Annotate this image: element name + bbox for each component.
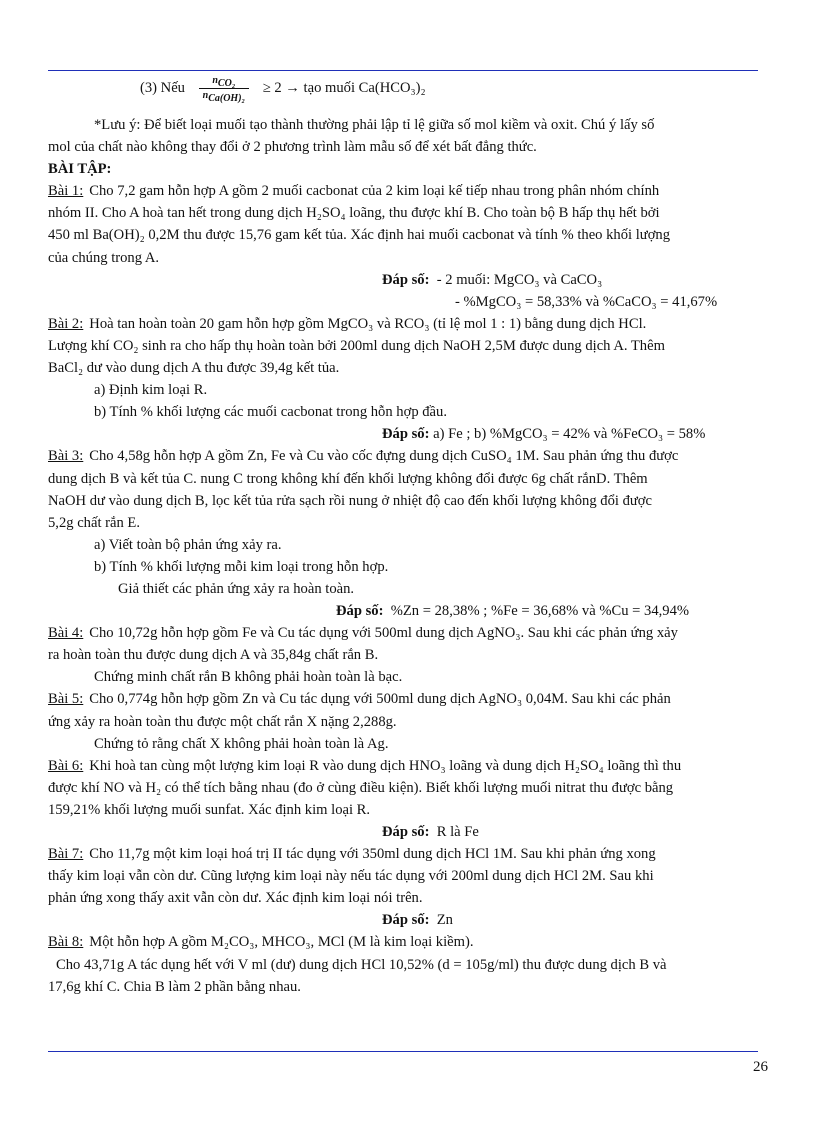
bai3-line-1: Bài 3: Cho 4,58g hỗn hợp A gồm Zn, Fe và Cu vào cốc đựng dung dịch CuSO₄ 1M. Sau phản ứng thu được [48,448,679,465]
bai7-line-3: phản ứng xong thấy axit vẫn còn dư. Xác định kim loại nói trên. [48,890,423,907]
bai8-label: Bài 8: [48,934,84,951]
section-title: BÀI TẬP: [48,161,112,178]
bai2-line-3: BaCl₂ dư vào dung dịch A thu được 39,4g kết tủa. [48,360,340,377]
bai3-answer: Đáp số: %Zn = 28,38% ; %Fe = 36,68% và %Cu = 34,94% [336,603,690,620]
bai2-line-1: Bài 2: Hoà tan hoàn toàn 20 gam hỗn hợp gồm MgCO₃ và RCO₃ (tỉ lệ mol 1 : 1) bằng dung dịch HCl. [48,315,647,332]
bai7-label: Bài 7: [48,846,84,863]
bai4-line-2: ra hoàn toàn thu được dung dịch A và 35,84g chất rắn B. [48,647,379,664]
bai3-line-3: NaOH dư vào dung dịch B, lọc kết tủa rửa sạch rồi nung ở nhiệt độ cao đến khối lượng không đổi được [48,492,652,509]
bai3-line-2: dung dịch B và kết tủa C. nung C trong không khí đến khối lượng không đổi được 6g chất rắnD. Thêm [48,470,648,487]
bai1-line-4: của chúng trong A. [48,249,160,266]
bai1-answer-2: - %MgCO₃ = 58,33% và %CaCO₃ = 41,67% [455,293,718,310]
page-content [48,75,770,998]
bai3-item-a: a) Viết toàn bộ phản ứng xảy ra. [94,536,282,553]
bai8-line-1: Bài 8: Một hỗn hợp A gồm M₂CO₃, MHCO₃, MCl (M là kim loại kiềm). [48,934,474,951]
bai1-line-2: nhóm II. Cho A hoà tan hết trong dung dịch H₂SO₄ loãng, thu được khí B. Cho toàn bộ B hấp thụ hết bởi [48,205,660,222]
bai3-assumption: Giả thiết các phản ứng xảy ra hoàn toàn. [118,580,355,597]
bai6-label: Bài 6: [48,757,84,774]
footer-rule [48,1051,758,1052]
bai8-line-2: Cho 43,71g A tác dụng hết với V ml (dư) dung dịch HCl 10,52% (d = 105g/ml) thu được dung dịch B và [56,956,667,973]
rule-3: (3) Nếu $\frac{n_{CO_2}}{n_{Ca(OH)_2}}$ ≥ 2 → tạo muối Ca(HCO₃)₂ [140,75,426,105]
bai4-line-1: Bài 4: Cho 10,72g hỗn hợp gồm Fe và Cu tác dụng với 500ml dung dịch AgNO₃. Sau khi các phản ứng xảy [48,625,678,642]
bai6-line-3: 159,21% khối lượng muối sunfat. Xác định kim loại R. [48,801,371,818]
bai5-extra: Chứng tỏ rằng chất X không phải hoàn toàn là Ag. [94,735,389,752]
bai4-label: Bài 4: [48,625,84,642]
mole-ratio-fraction: $\frac{n_{CO_2}}{n_{Ca(OH)_2}}$ [199,74,249,103]
note-line-1: *Lưu ý: Để biết loại muối tạo thành thường phải lập tỉ lệ giữa số mol kiềm và oxit. Chú ý lấy số [94,117,655,133]
bai2-line-2: Lượng khí CO₂ sinh ra cho hấp thụ hoàn toàn bởi 200ml dung dịch NaOH 2,5M được dung dịch A. Thêm [48,337,665,354]
bai1-answer-1: Đáp số: - 2 muối: MgCO₃ và CaCO₃ [382,271,603,288]
bai2-answer: Đáp số: a) Fe ; b) %MgCO₃ = 42% và %FeCO₃ = 58% [382,426,706,443]
bai5-label: Bài 5: [48,691,84,708]
bai6-line-2: được khí NO và H₂ có thể tích bằng nhau (đo ở cùng điều kiện). Biết khối lượng muối nitrat thu được bằng [48,779,674,796]
bai1-line-1: Bài 1: Cho 7,2 gam hỗn hợp A gồm 2 muối cacbonat của 2 kim loại kế tiếp nhau trong phân nhóm chính [48,183,660,200]
bai6-answer: Đáp số: R là Fe [382,824,479,840]
page-number: 26 [753,1059,768,1075]
bai1-line-3: 450 ml Ba(OH)₂ 0,2M thu được 15,76 gam kết tủa. Xác định hai muối cacbonat và tính % theo khối lượng [48,227,671,244]
bai3-item-b: b) Tính % khối lượng mỗi kim loại trong hỗn hợp. [94,558,389,575]
bai5-line-2: ứng xảy ra hoàn toàn thu được một chất rắn X nặng 2,288g. [48,713,397,730]
bai4-extra: Chứng minh chất rắn B không phải hoàn toàn là bạc. [94,669,403,686]
bai2-label: Bài 2: [48,315,84,332]
bai7-line-1: Bài 7: Cho 11,7g một kim loại hoá trị II tác dụng với 350ml dung dịch HCl 1M. Sau khi phản ứng xong [48,846,656,863]
bai7-answer: Đáp số: Zn [382,912,453,929]
bai6-line-1: Bài 6: Khi hoà tan cùng một lượng kim loại R vào dung dịch HNO₃ loãng và dung dịch H₂SO₄ loãng thì thu [48,757,682,774]
bai2-item-a: a) Định kim loại R. [94,382,208,399]
bai2-item-b: b) Tính % khối lượng các muối cacbonat trong hỗn hợp đầu. [94,404,447,421]
bai8-line-3: 17,6g khí C. Chia B làm 2 phần bằng nhau. [48,978,301,995]
bai1-label: Bài 1: [48,183,84,200]
note-line-2: mol của chất nào không thay đổi ở 2 phương trình làm mẫu số để xét bất đẳng thức. [48,139,537,156]
bai7-line-2: thấy kim loại vẫn còn dư. Cũng lượng kim loại này nếu tác dụng với 200ml dung dịch HCl 2M. Sau khi [48,868,654,885]
bai3-line-4: 5,2g chất rắn E. [48,514,140,531]
bai3-label: Bài 3: [48,448,84,465]
bai5-line-1: Bài 5: Cho 0,774g hỗn hợp gồm Zn và Cu tác dụng với 500ml dung dịch AgNO₃ 0,04M. Sau khi các phản [48,691,671,708]
